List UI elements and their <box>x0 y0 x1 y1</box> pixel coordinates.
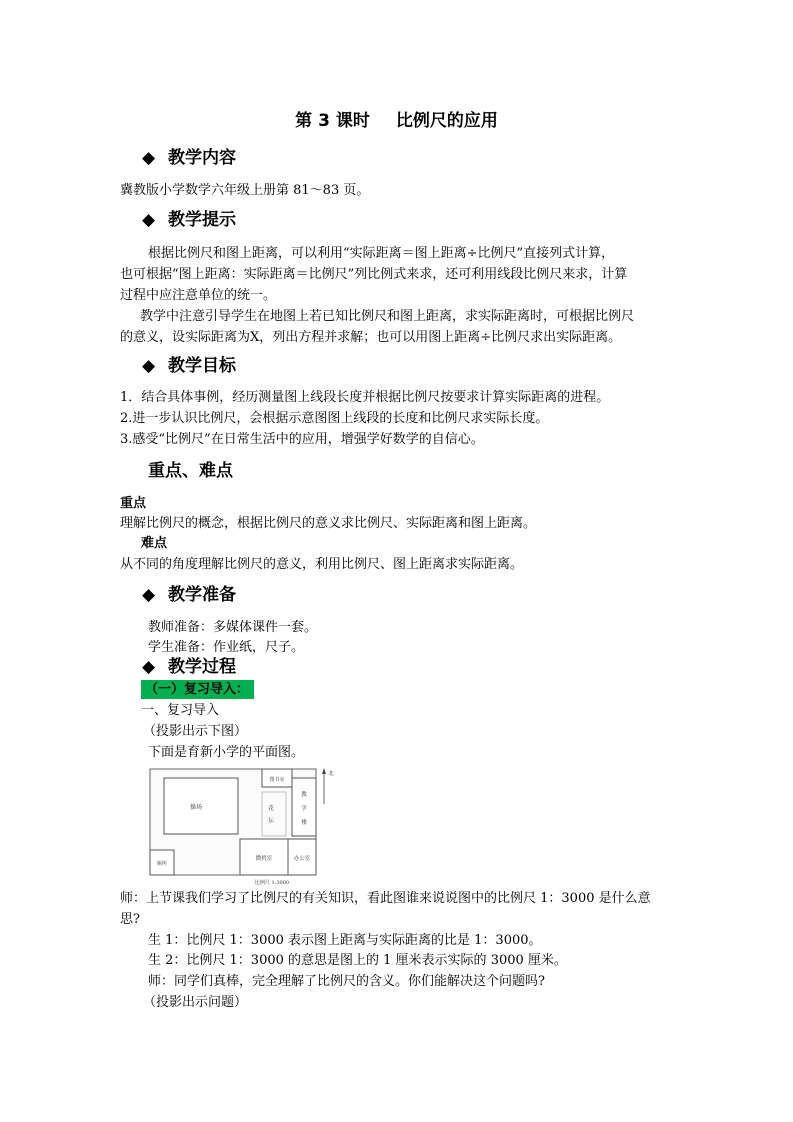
heading-process: ◆ 教学过程 <box>142 657 236 677</box>
student-prep: 学生准备：作业纸，尺子。 <box>148 640 305 655</box>
school-floor-plan <box>148 764 338 888</box>
teaching-building-label: 教 <box>301 792 307 798</box>
goal-item: 2.进一步认识比例尺，会根据示意图图上线段的长度和比例尺求实际长度。 <box>120 411 549 426</box>
heading-goals: ◆ 教学目标 <box>142 356 236 376</box>
diamond-bullet-icon: ◆ <box>142 657 156 677</box>
goal-item: 3.感受“比例尺”在日常生活中的应用，增强学好数学的自信心。 <box>120 432 484 447</box>
garden-label: 坛 <box>268 818 274 824</box>
playground-label: 操场 <box>189 804 203 811</box>
computer-room-label: 微机室 <box>255 856 273 862</box>
process-line: （投影出示下图） <box>143 724 248 739</box>
north-arrowhead-icon <box>322 768 326 774</box>
heading-prep: ◆ 教学准备 <box>142 585 236 605</box>
content-text: 冀教版小学数学六年级上册第 81～83 页。 <box>120 183 370 198</box>
teacher-praise: 师：同学们真棒，完全理解了比例尺的含义。你们能解决这个问题吗? <box>148 974 545 989</box>
teacher-prep: 教师准备：多媒体课件一套。 <box>148 620 318 635</box>
tips-line: 教学中注意引导学生在地图上若已知比例尺和图上距离，求实际距离时，可根据比例尺 <box>140 309 635 324</box>
diamond-bullet-icon: ◆ <box>142 585 156 605</box>
teacher-question-line1: 师：上节课我们学习了比例尺的有关知识，看此图谁来说说图中的比例尺 1：3000 是什么意 <box>120 891 651 906</box>
title-lesson: 第 3 课时 <box>295 111 370 131</box>
hard-label: 难点 <box>141 536 168 551</box>
heading-content: ◆ 教学内容 <box>142 148 236 168</box>
highlight-review-intro: （一）复习导入： <box>141 680 254 699</box>
diamond-bullet-icon: ◆ <box>142 210 156 230</box>
tips-line: 的意义，设实际距离为Ⅹ，列出方程并求解；也可以用图上距离÷比例尺求出实际距离。 <box>120 330 622 345</box>
key-text: 理解比例尺的概念，根据比例尺的意义求比例尺、实际距离和图上距离。 <box>120 516 537 531</box>
key-label: 重点 <box>120 496 147 511</box>
hard-text: 从不同的角度理解比例尺的意义，利用比例尺、图上距离求实际距离。 <box>120 557 524 572</box>
process-line: 下面是育新小学的平面图。 <box>148 745 305 760</box>
goal-item: 1．结合具体事例，经历测量图上线段长度并根据比例尺按要求计算实际距离的进程。 <box>120 390 610 405</box>
diamond-bullet-icon: ◆ <box>142 148 156 168</box>
library-label: 图书室 <box>269 777 285 783</box>
projector-note: （投影出示问题） <box>143 995 248 1010</box>
heading-tips: ◆ 教学提示 <box>142 210 236 230</box>
tips-line: 过程中应注意单位的统一。 <box>120 288 277 303</box>
office-label: 办公室 <box>293 856 311 862</box>
tips-line: 根据比例尺和图上距离，可以利用“实际距离＝图上距离÷比例尺”直接列式计算， <box>148 246 615 261</box>
student1-answer: 生 1：比例尺 1：3000 表示图上距离与实际距离的比是 1：3000。 <box>148 933 542 948</box>
garden-label: 花 <box>268 806 274 812</box>
process-line: 一、复习导入 <box>141 703 220 718</box>
teaching-building-label: 楼 <box>301 820 307 826</box>
diamond-bullet-icon: ◆ <box>142 356 156 376</box>
title-topic: 比例尺的应用 <box>395 111 498 131</box>
student2-answer: 生 2：比例尺 1：3000 的意思是图上的 1 厘米表示实际的 3000 厘米。 <box>148 953 567 968</box>
teacher-question-line2: 思? <box>120 912 140 927</box>
teaching-building-label: 学 <box>301 806 307 812</box>
north-label: 北 <box>328 771 334 777</box>
page-title <box>0 106 793 131</box>
map-scale-label: 比例尺 1:3000 <box>254 880 290 886</box>
tips-line: 也可根据“图上距离：实际距离＝比例尺”列比例式来求，还可利用线段比例尺来求，计算 <box>120 267 628 282</box>
heading-keypoints: 重点、难点 <box>148 461 233 481</box>
toilet-label: 厕所 <box>156 861 168 867</box>
